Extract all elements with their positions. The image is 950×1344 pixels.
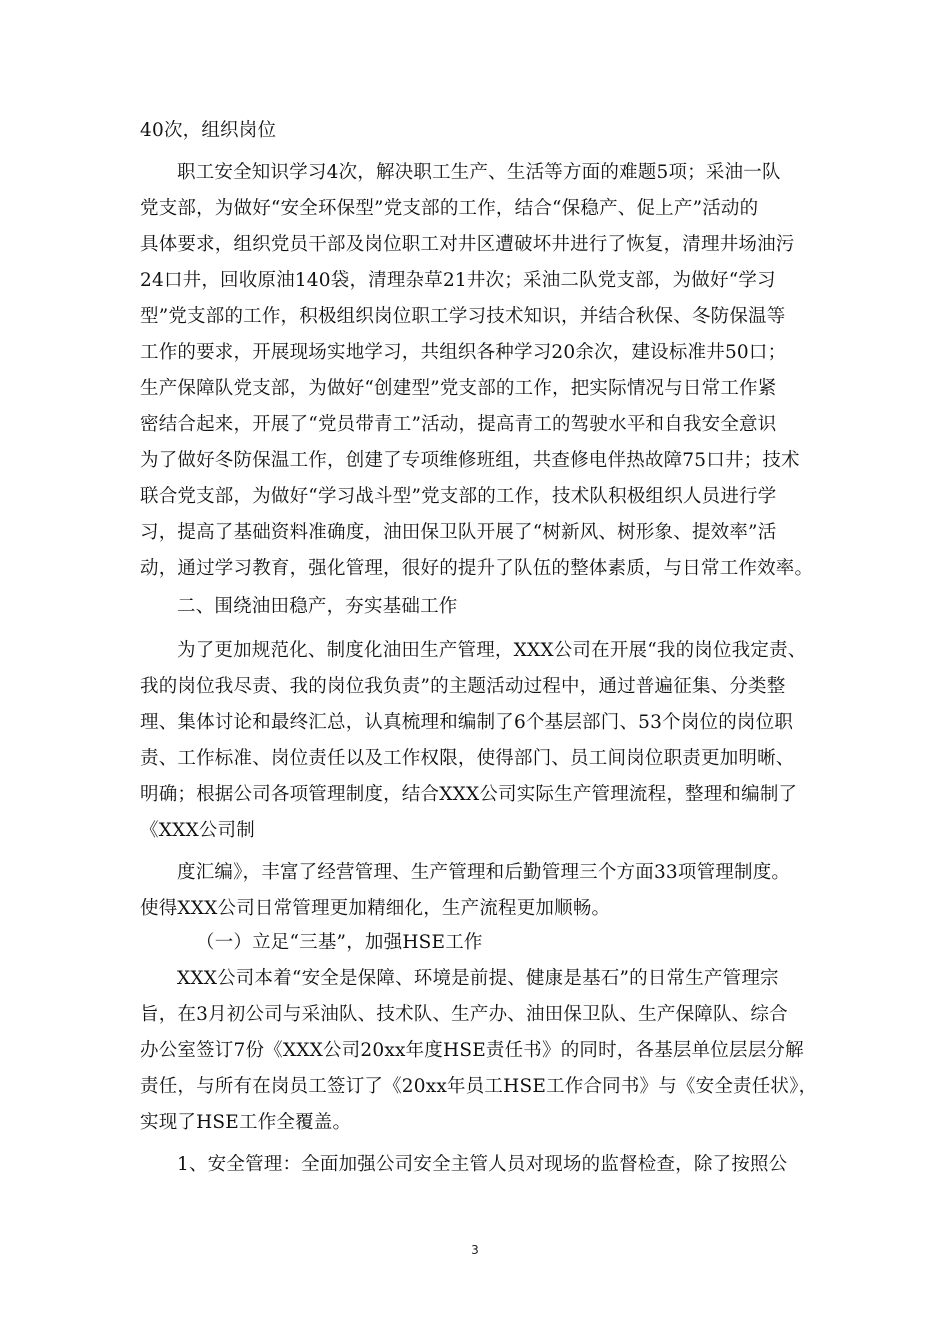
text-line: 1、安全管理：全面加强公司安全主管人员对现场的监督检查，除了按照公	[177, 1154, 788, 1175]
subsection-heading: （一）立足“三基”，加强HSE工作	[196, 932, 483, 953]
text-line: 联合党支部，为做好“学习战斗型”党支部的工作，技术队积极组织人员进行学	[140, 486, 777, 507]
text-line: 明确；根据公司各项管理制度，结合XXX公司实际生产管理流程，整理和编制了	[140, 784, 798, 805]
text-line: 密结合起来，开展了“党员带青工”活动，提高青工的驾驶水平和自我安全意识	[140, 414, 777, 435]
text-line: 为了更加规范化、制度化油田生产管理，XXX公司在开展“我的岗位我定责、	[177, 640, 807, 661]
text-line: 理、集体讨论和最终汇总，认真梳理和编制了6个基层部门、53个岗位的岗位职	[140, 712, 794, 733]
text-line: 动，通过学习教育，强化管理，很好的提升了队伍的整体素质，与日常工作效率。	[140, 558, 814, 579]
text-line: 责、工作标准、岗位责任以及工作权限，使得部门、员工间岗位职责更加明晰、	[140, 748, 795, 769]
text-line: 实现了HSE工作全覆盖。	[140, 1112, 352, 1133]
text-line: 为了做好冬防保温工作，创建了专项维修班组，共查修电伴热故障75口井；技术	[140, 450, 800, 471]
text-line: 旨，在3月初公司与采油队、技术队、生产办、油田保卫队、生产保障队、综合	[140, 1004, 788, 1025]
section-heading: 二、围绕油田稳产，夯实基础工作	[177, 596, 458, 617]
text-line: 办公室签订7份《XXX公司20xx年度HSE责任书》的同时，各基层单位层层分解	[140, 1040, 804, 1061]
text-line: 型”党支部的工作，积极组织岗位职工学习技术知识，并结合秋保、冬防保温等	[140, 306, 786, 327]
text-line: 《XXX公司制	[140, 820, 255, 841]
text-line: 工作的要求，开展现场实地学习，共组织各种学习20余次，建设标准井50口；	[140, 342, 787, 363]
text-line: 我的岗位我尽责、我的岗位我负责”的主题活动过程中，通过普遍征集、分类整	[140, 676, 786, 697]
text-line: 24口井，回收原油140袋，清理杂草21井次；采油二队党支部，为做好“学习	[140, 270, 776, 291]
text-line: 习，提高了基础资料准确度，油田保卫队开展了“树新风、树形象、提效率”活	[140, 522, 777, 543]
text-line: XXX公司本着“安全是保障、环境是前提、健康是基石”的日常生产管理宗	[177, 968, 779, 989]
text-line: 党支部，为做好“安全环保型”党支部的工作，结合“保稳产、促上产”活动的	[140, 198, 759, 219]
text-line: 度汇编》，丰富了经营管理、生产管理和后勤管理三个方面33项管理制度。	[177, 862, 791, 883]
page-number: 3	[471, 1243, 479, 1257]
text-line: 使得XXX公司日常管理更加精细化，生产流程更加顺畅。	[140, 898, 611, 919]
text-line: 40次，组织岗位	[140, 120, 277, 141]
text-line: 职工安全知识学习4次，解决职工生产、生活等方面的难题5项；采油一队	[177, 162, 781, 183]
text-line: 生产保障队党支部，为做好“创建型”党支部的工作，把实际情况与日常工作紧	[140, 378, 777, 399]
text-line: 具体要求，组织党员干部及岗位职工对井区遭破坏井进行了恢复，清理井场油污	[140, 234, 795, 255]
text-line: 责任，与所有在岗员工签订了《20xx年员工HSE工作合同书》与《安全责任状》，	[140, 1076, 818, 1097]
